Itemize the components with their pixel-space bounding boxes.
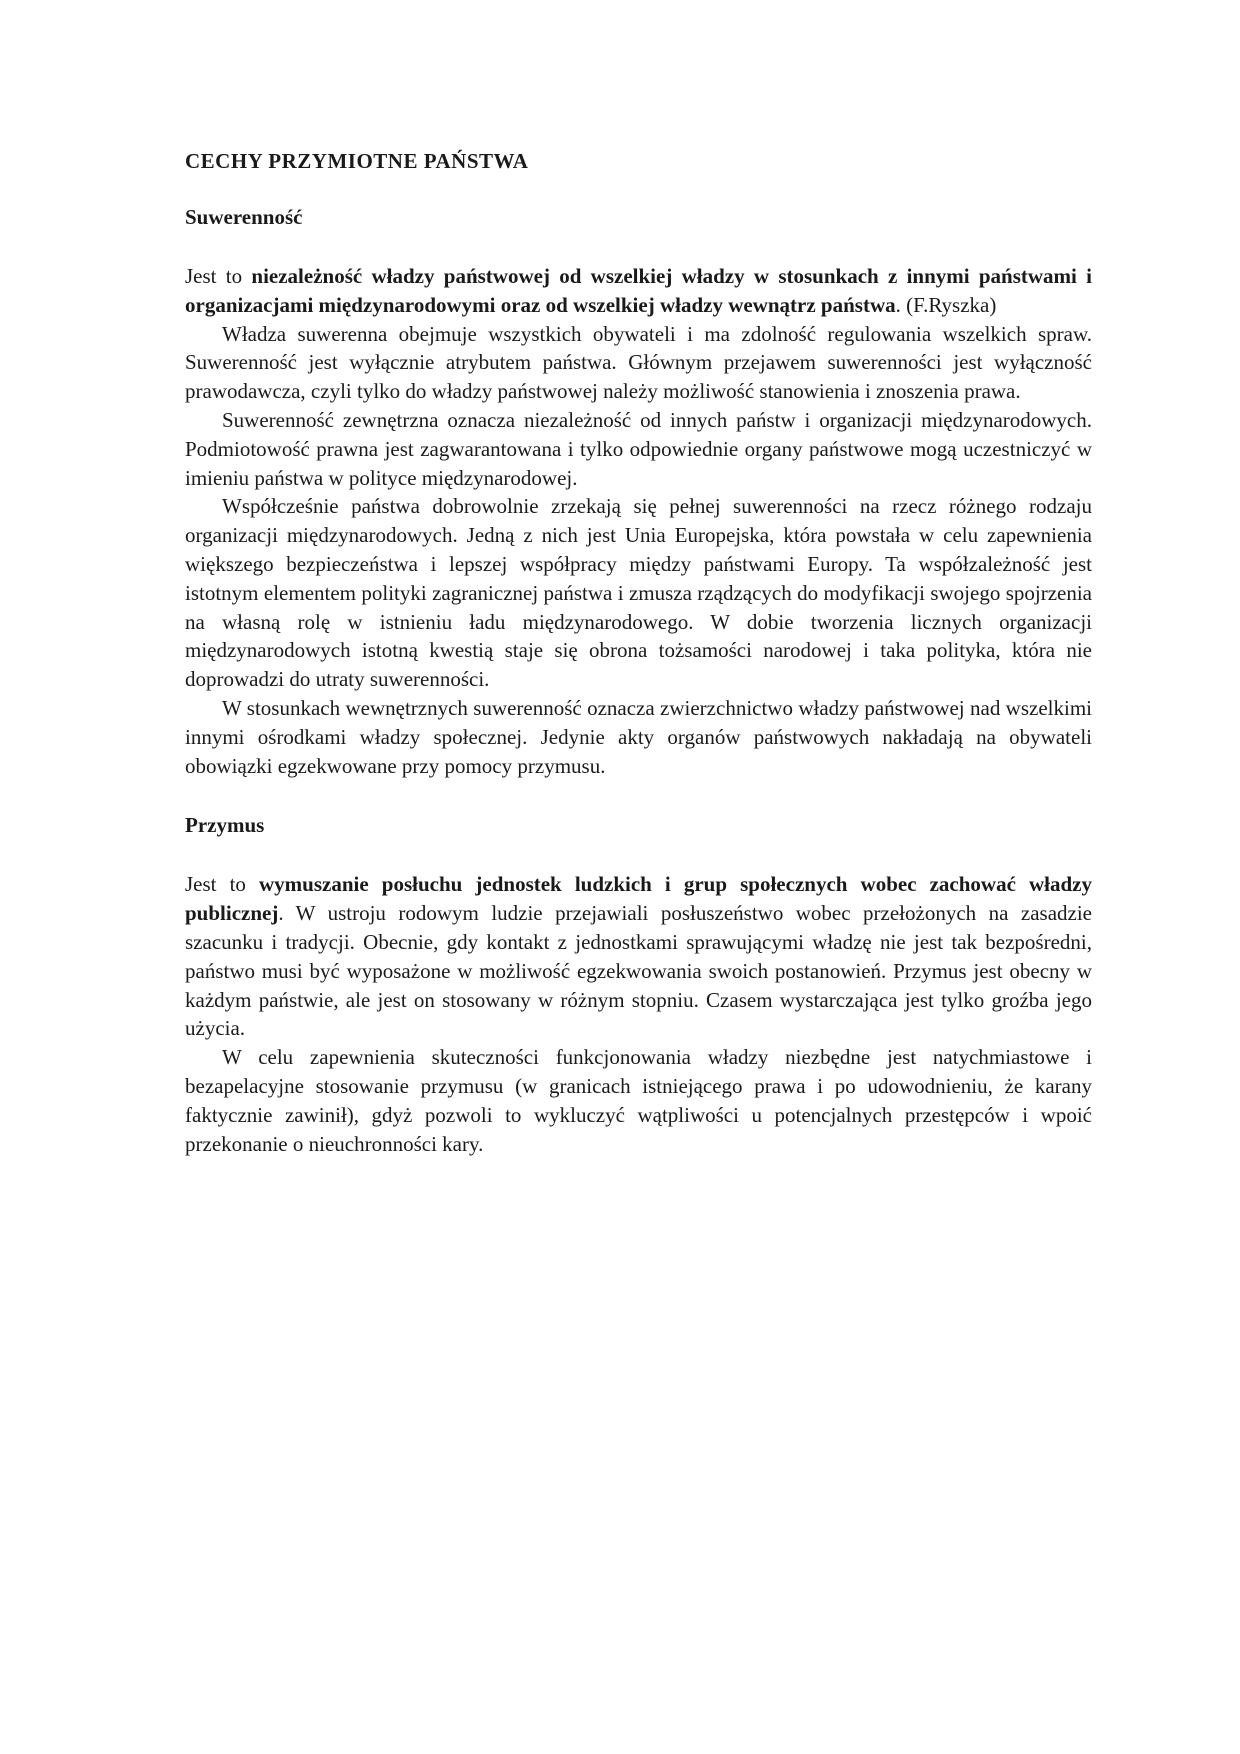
paragraph: Współcześnie państwa dobrowolnie zrzekają się pełnej suwerenności na rzecz różnego rodzaju organizacji międzynarodowych. Jedną z nich jest Unia Europejska, która powstała w celu zapewnienia większego bezpieczeństwa i lepszej współpracy między państwami Europy. Ta współzależność jest istotnym elementem polityki zagranicznej państwa i zmusza rządzących do modyfikacji swojego spojrzenia na własną rolę w istnieniu ładu międzynarodowego. W dobie tworzenia licznych organizacji międzynarodowych istotną kwestią staje się obrona tożsamości narodowej i taka polityka, która nie doprowadzi do utraty suwerenności. [185, 494, 1092, 692]
paragraph: W celu zapewnienia skuteczności funkcjonowania władzy niezbędne jest natychmiastowe i bezapelacyjne stosowanie przymusu (w granicach istniejącego prawa i po udowodnieniu, że karany faktycznie zawinił), gdyż pozwoli to wykluczyć wątpliwości u potencjalnych przestępców i wpoić przekonanie o nieuchronności kary. [185, 1045, 1092, 1156]
document-page [185, 146, 1092, 1158]
paragraph: Suwerenność zewnętrzna oznacza niezależność od innych państw i organizacji międzynarodowych. Podmiotowość prawna jest zagwarantowana i tylko odpowiednie organy państwowe mogą uczestniczyć w imieniu państwa w polityce międzynarodowej. [185, 407, 1092, 490]
spacer [185, 780, 1092, 810]
paragraph-intro: Jest to [185, 872, 260, 897]
document-title: CECHY PRZYMIOTNE PAŃSTWA [185, 149, 529, 173]
paragraph-intro: Jest to [185, 264, 252, 288]
paragraph-definition-suwerennosc [185, 262, 1092, 320]
section-heading-suwerennosc: Suwerenność [185, 205, 303, 229]
paragraph-rest: . W ustroju rodowym ludzie przejawiali posłuszeństwo wobec przełożonych na zasadzie szacunku i tradycji. Obecnie, gdy kontakt z jednostkami sprawującymi władzę nie jest tak bezpośredni, państwo musi być wyposażone w możliwość egzekwowania swoich postanowień. Przymus jest obecny w każdym państwie, ale jest on stosowany w różnym stopniu. Czasem wystarczająca jest tylko groźba jego użycia. [185, 901, 1092, 1041]
section-heading-przymus: Przymus [185, 813, 265, 838]
paragraph-definition-przymus [185, 870, 1092, 1043]
bold-definition: wymuszanie posłuchu jednostek ludzkich i grup społecznych wobec zachować władzy publicznej [185, 872, 1092, 926]
paragraph-citation: . (F.Ryszka) [895, 292, 997, 317]
paragraph: W stosunkach wewnętrznych suwerenność oznacza zwierzchnictwo władzy państwowej nad wszelkimi innymi ośrodkami władzy społecznej. Jedynie akty organów państwowych nakładają na obywateli obowiązki egzekwowane przy pomocy przymusu. [185, 695, 1092, 778]
bold-definition: niezależność władzy państwowej od wszelkiej władzy w stosunkach z innymi państwami i organizacjami międzynarodowymi oraz od wszelkiej władzy wewnątrz państwa [185, 264, 1093, 317]
paragraph: Władza suwerenna obejmuje wszystkich obywateli i ma zdolność regulowania wszelkich spraw. Suwerenność jest wyłącznie atrybutem państwa. Głównym przejawem suwerenności jest wyłączność prawodawcza, czyli tylko do władzy państwowej należy możliwość stanowienia i znoszenia prawa. [185, 321, 1092, 404]
